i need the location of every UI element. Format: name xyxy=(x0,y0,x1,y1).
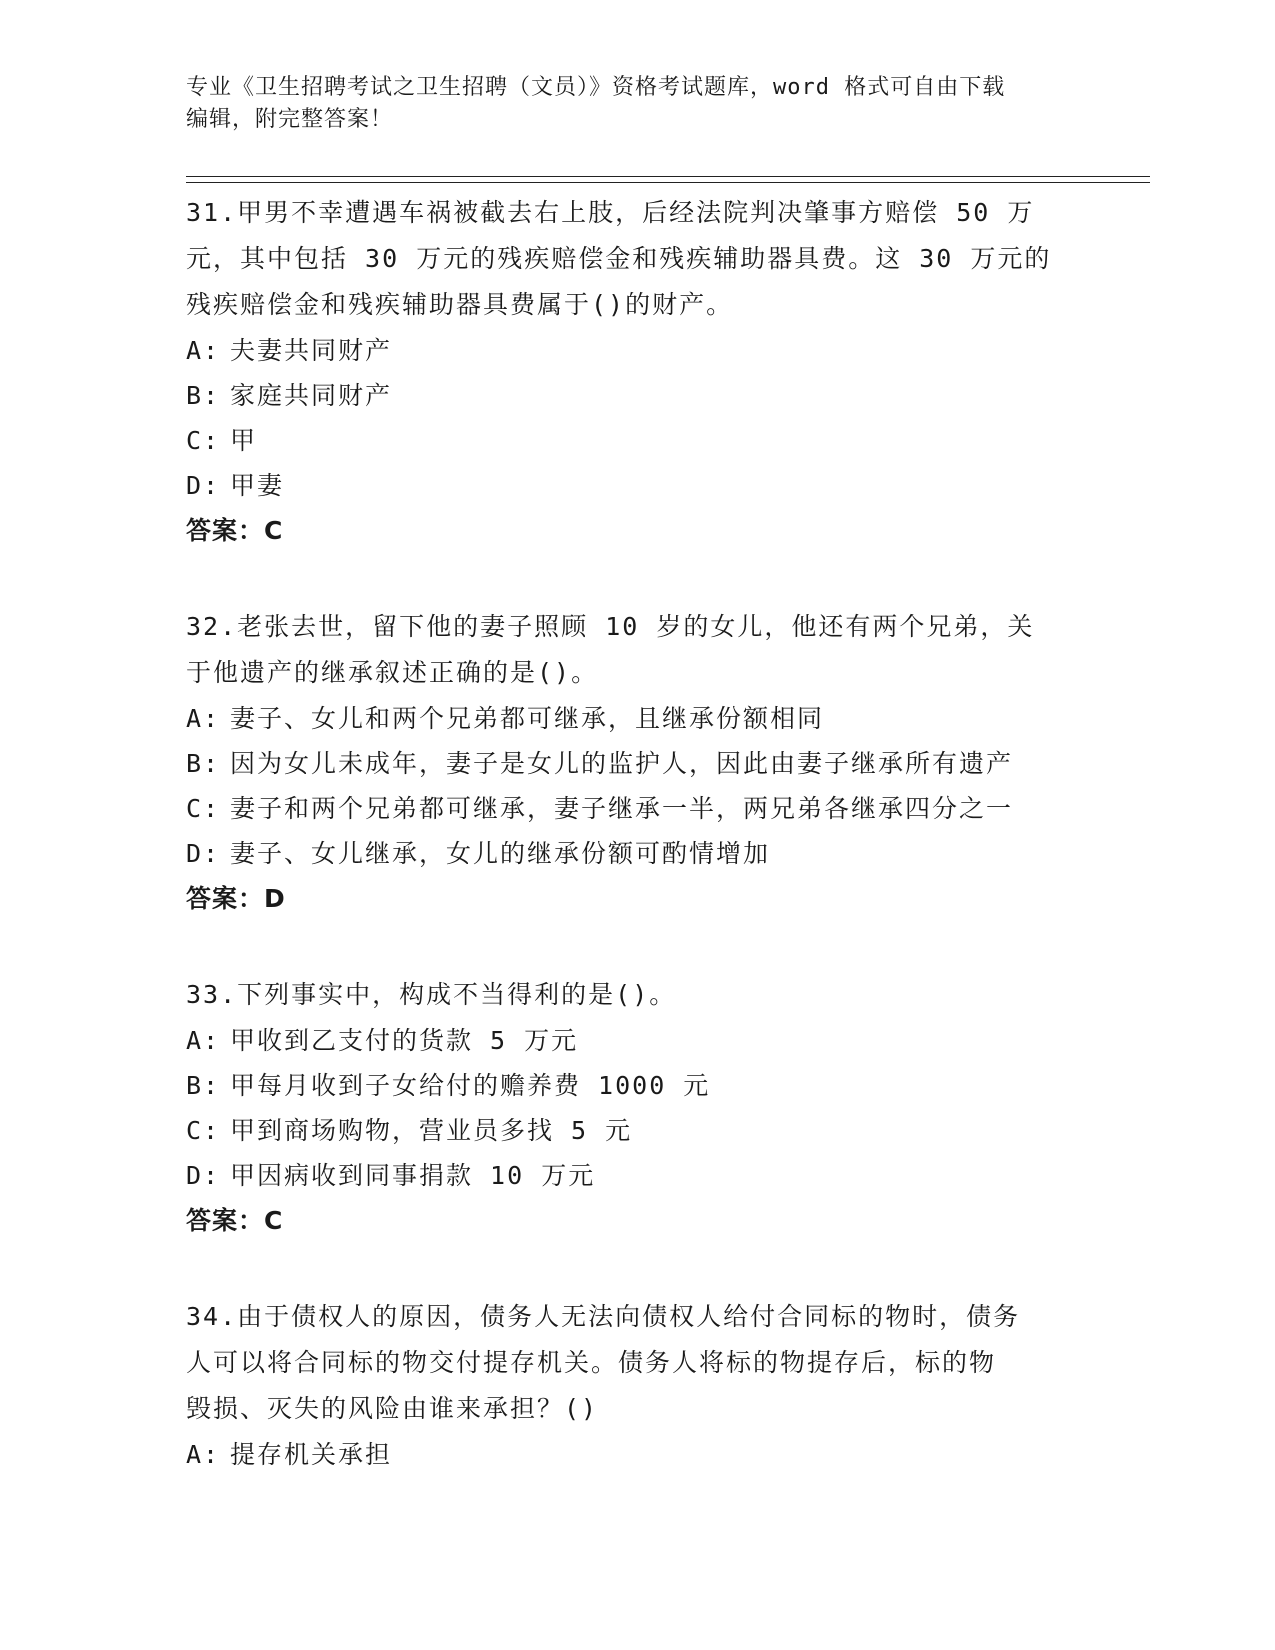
option-text: 妻子和两个兄弟都可继承，妻子继承一半，两兄弟各继承四分之一 xyxy=(230,794,1014,823)
option-b xyxy=(186,373,1066,418)
option-text: 因为女儿未成年，妻子是女儿的监护人，因此由妻子继承所有遗产 xyxy=(230,749,1014,778)
option-text: 提存机关承担 xyxy=(230,1440,393,1469)
header-divider-bottom xyxy=(186,182,1150,183)
option-c xyxy=(186,418,1066,463)
option-text: 甲妻 xyxy=(230,471,285,500)
question-31 xyxy=(186,190,1066,554)
option-key: B: xyxy=(186,381,221,410)
question-list xyxy=(186,190,1066,1527)
option-b xyxy=(186,1063,1066,1108)
option-b xyxy=(186,741,1066,786)
option-d xyxy=(186,1153,1066,1198)
option-key: A: xyxy=(186,336,221,365)
option-key: D: xyxy=(186,839,221,868)
option-a xyxy=(186,328,1066,373)
option-key: B: xyxy=(186,749,221,778)
option-text: 甲每月收到子女给付的赡养费 1000 元 xyxy=(230,1071,711,1100)
answer-line: 答案：D xyxy=(186,884,286,913)
option-c xyxy=(186,1108,1066,1153)
question-32 xyxy=(186,604,1066,922)
question-stem-line: 人可以将合同标的物交付提存机关。债务人将标的物提存后，标的物 xyxy=(186,1348,997,1377)
header-divider-top xyxy=(186,176,1150,177)
question-stem-line: 34.由于债权人的原因，债务人无法向债权人给付合同标的物时，债务 xyxy=(186,1302,1021,1331)
option-text: 甲 xyxy=(230,426,258,455)
option-key: A: xyxy=(186,1440,221,1469)
option-a xyxy=(186,1432,1066,1477)
question-stem-line: 残疾赔偿金和残疾辅助器具费属于()的财产。 xyxy=(186,290,734,319)
option-text: 甲因病收到同事捐款 10 万元 xyxy=(230,1161,596,1190)
option-text: 家庭共同财产 xyxy=(230,381,393,410)
question-33 xyxy=(186,972,1066,1244)
option-key: C: xyxy=(186,794,221,823)
option-key: C: xyxy=(186,426,221,455)
option-key: C: xyxy=(186,1116,221,1145)
document-header xyxy=(186,72,1086,136)
option-key: A: xyxy=(186,704,221,733)
option-key: A: xyxy=(186,1026,221,1055)
question-stem-line: 31.甲男不幸遭遇车祸被截去右上肢，后经法院判决肇事方赔偿 50 万 xyxy=(186,198,1035,227)
header-line-1: 专业《卫生招聘考试之卫生招聘（文员）》资格考试题库，word 格式可自由下载 xyxy=(186,75,1006,100)
option-text: 夫妻共同财产 xyxy=(230,336,393,365)
option-key: D: xyxy=(186,1161,221,1190)
question-34 xyxy=(186,1294,1066,1477)
option-key: D: xyxy=(186,471,221,500)
option-text: 妻子、女儿继承，女儿的继承份额可酌情增加 xyxy=(230,839,771,868)
question-stem-line: 33.下列事实中，构成不当得利的是()。 xyxy=(186,980,677,1009)
option-d xyxy=(186,831,1066,876)
option-a xyxy=(186,1018,1066,1063)
question-stem-line: 32.老张去世，留下他的妻子照顾 10 岁的女儿，他还有两个兄弟，关 xyxy=(186,612,1035,641)
question-stem-line: 于他遗产的继承叙述正确的是()。 xyxy=(186,658,599,687)
option-key: B: xyxy=(186,1071,221,1100)
option-a xyxy=(186,696,1066,741)
option-text: 甲到商场购物，营业员多找 5 元 xyxy=(230,1116,633,1145)
answer-line: 答案：C xyxy=(186,1206,284,1235)
option-text: 甲收到乙支付的货款 5 万元 xyxy=(230,1026,579,1055)
answer-line: 答案：C xyxy=(186,516,284,545)
option-c xyxy=(186,786,1066,831)
option-text: 妻子、女儿和两个兄弟都可继承，且继承份额相同 xyxy=(230,704,825,733)
option-d xyxy=(186,463,1066,508)
question-stem-line: 毁损、灭失的风险由谁来承担？() xyxy=(186,1394,599,1423)
question-stem-line: 元，其中包括 30 万元的残疾赔偿金和残疾辅助器具费。这 30 万元的 xyxy=(186,244,1052,273)
header-line-2: 编辑，附完整答案！ xyxy=(186,107,394,132)
